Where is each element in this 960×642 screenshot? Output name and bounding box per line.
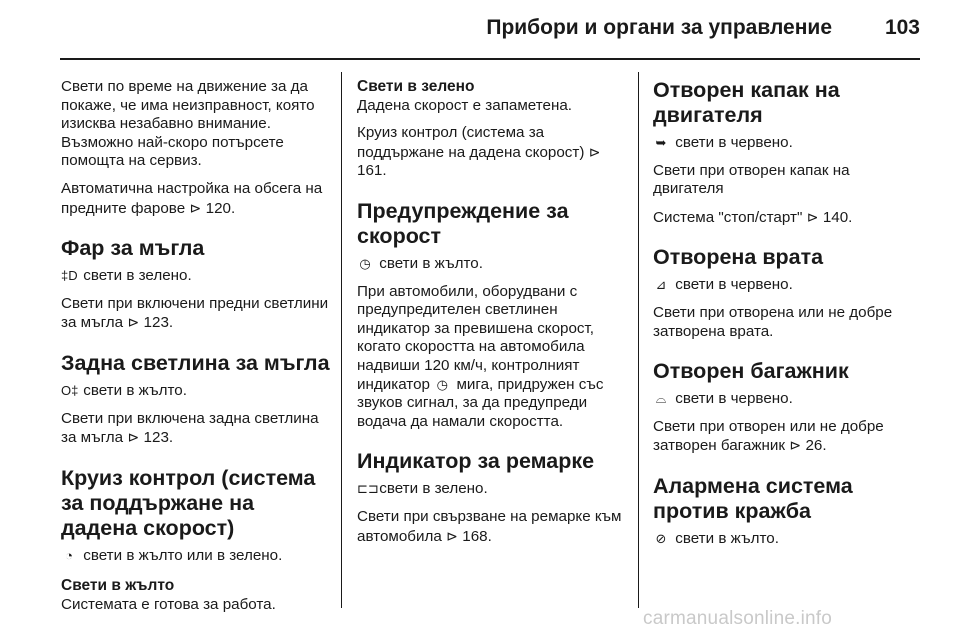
paragraph: Свети при свързване на ремарке към автомобила ⊳ 168. xyxy=(357,507,622,545)
paragraph: Свети при отворена или не добре затворена врата. xyxy=(653,303,893,340)
column-right xyxy=(653,78,923,558)
section-title: Фар за мъгла xyxy=(61,236,205,261)
indicator-status: ➥ свети в червено. xyxy=(653,134,923,153)
indicator-status: ⊿ свети в червено. xyxy=(653,276,923,295)
paragraph: Свети при включена задна светлина за мъгла ⊳ 123. xyxy=(61,409,319,447)
section-title: Отворен капак на двигателя xyxy=(653,78,840,127)
paragraph: При автомобили, оборудвани с предупредителен светлинен индикатор за превишена скорост, когато скоростта на автомобила надвиши 120 км/ч, контролният индикатор ◷ мига, придружен със звуков сигнал, за да предупреди водача да намали скоростта. xyxy=(357,282,604,430)
paragraph: Свети при включени предни светлини за мъгла ⊳ 123. xyxy=(61,294,329,332)
section-title: Отворена врата xyxy=(653,245,824,270)
page-reference[interactable]: 161. xyxy=(357,162,387,180)
arrow-reference-icon: ⊳ xyxy=(127,314,140,331)
column-middle xyxy=(357,78,627,555)
speed-warning-icon: ◷ xyxy=(359,255,371,271)
open-hood-icon: ➥ xyxy=(655,135,667,150)
anti-theft-alarm-icon: ⊘ xyxy=(655,530,667,546)
section-title: Алармена система против кражба xyxy=(653,473,853,523)
paragraph: Автоматична настройка на обсега на предните фарове ⊳ 120. xyxy=(61,179,323,217)
watermark: carmanualsonline.info xyxy=(643,608,833,629)
front-fog-light-icon: ‡D xyxy=(61,268,78,284)
indicator-status: ⊏⊐ свети в зелено. xyxy=(357,480,488,498)
section-title: Предупреждение за скорост xyxy=(357,198,569,248)
indicator-status: ⊘ свети в жълто. xyxy=(653,530,923,549)
rear-fog-light-icon: O‡ xyxy=(61,382,79,398)
subsection-title: Свети в жълто xyxy=(61,577,175,595)
arrow-reference-icon: ⊳ xyxy=(446,527,458,544)
page-reference[interactable]: 123. xyxy=(143,429,174,447)
page-reference[interactable]: 168. xyxy=(462,527,492,545)
column-left xyxy=(61,78,331,615)
open-door-icon: ⊿ xyxy=(655,277,667,293)
column-divider xyxy=(638,72,639,608)
header-divider xyxy=(60,58,920,60)
open-trunk-icon: ⌓ xyxy=(655,391,667,407)
paragraph: Свети при отворен или не добре затворен багажник ⊳ 26. xyxy=(653,417,884,455)
paragraph: Круиз контрол (система за поддържане на дадена скорост) ⊳ 161. xyxy=(357,124,601,180)
indicator-status: ‡D свети в зелено. xyxy=(61,267,192,285)
speed-warning-icon: ◷ xyxy=(436,376,448,392)
section-title: Отворен багажник xyxy=(653,359,849,384)
paragraph: Свети при отворен капак на двигателя xyxy=(653,161,850,198)
paragraph: Дадена скорост е запаметена. xyxy=(357,96,573,114)
page-reference[interactable]: 26. xyxy=(805,437,827,455)
paragraph: Системата е готова за работа. xyxy=(61,595,276,613)
page-reference[interactable]: 140. xyxy=(822,208,853,226)
trailer-icon: ⊏⊐ xyxy=(357,481,379,497)
indicator-status: ◷ свети в жълто. xyxy=(357,255,627,274)
arrow-reference-icon: ⊳ xyxy=(127,429,140,446)
section-title: Задна светлина за мъгла xyxy=(61,350,330,375)
page-reference[interactable]: 120. xyxy=(205,199,236,217)
indicator-status: ⌓ свети в червено. xyxy=(653,390,923,409)
arrow-reference-icon: ⊳ xyxy=(789,437,802,454)
paragraph: Система "стоп/старт" ⊳ 140. xyxy=(653,208,853,226)
column-divider xyxy=(341,72,342,608)
arrow-reference-icon: ⊳ xyxy=(806,208,819,225)
page-reference[interactable]: 123. xyxy=(143,314,174,332)
indicator-status: O‡ свети в жълто. xyxy=(61,381,187,399)
arrow-reference-icon: ⊳ xyxy=(588,143,601,160)
page-title: Прибори и органи за управление xyxy=(486,16,832,39)
section-title: Индикатор за ремарке xyxy=(357,449,595,474)
arrow-reference-icon: ⊳ xyxy=(189,199,202,216)
page-header xyxy=(0,0,960,62)
subsection-title: Свети в зелено xyxy=(357,78,475,95)
paragraph: Свети по време на движение за да покаже, че има неизправност, която изисква незабавно внимание. Възможно най-скоро потърсете помощта на сервиз. xyxy=(61,78,315,170)
indicator-status: ◔ свети в жълто или в зелено. xyxy=(61,547,331,566)
page-number: 103 xyxy=(884,16,920,39)
cruise-control-icon: ◔ xyxy=(65,547,73,563)
section-title: Круиз контрол (система за поддържане на дадена скорост) xyxy=(61,465,316,540)
